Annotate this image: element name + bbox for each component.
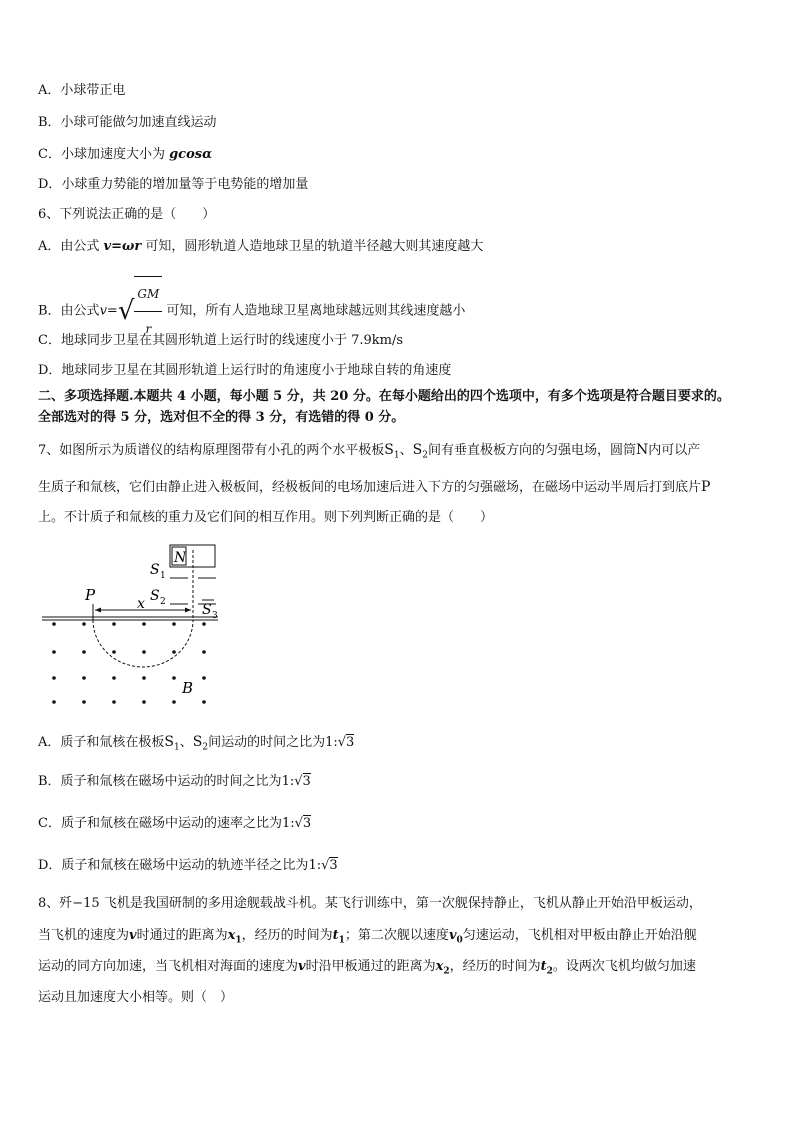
q6-option-b: B．由公式v=√ $\frac{GM}{r}$ 可知，所有人造地球卫星离地球越远则其线速度越小 <box>38 276 764 346</box>
section2-line2: 全部选对的得 5 分，选对但不全的得 3 分，有选错的得 0 分。 <box>38 410 405 425</box>
svg-text:3: 3 <box>212 611 218 621</box>
svg-text:2: 2 <box>160 597 166 607</box>
q6-option-a: A．由公式 v=ωr 可知，圆形轨道人造地球卫星的轨道半径越大则其速度越大 <box>38 239 484 254</box>
label-n: N <box>174 550 187 566</box>
q8-stem-line4: 运动且加速度大小相等。则（ ） <box>38 990 234 1005</box>
q8-stem-line2: 当飞机的速度为v时通过的距离为$x_1$，经历的时间为$t_1$；第二次舰以速度$v_0$匀速运动，飞机相对甲板由静止开始沿舰 <box>38 928 697 946</box>
q7-option-a: A．质子和氚核在极板$S_1$、$S_2$间运动的时间之比为1:√3 <box>38 734 355 753</box>
label-x: x <box>137 596 145 612</box>
q6-option-c: C．地球同步卫星在其圆形轨道上运行时的线速度小于 7.9km/s <box>38 333 404 348</box>
q6-option-d: D．地球同步卫星在其圆形轨道上运行时的角速度小于地球自转的角速度 <box>38 363 452 378</box>
mass-spectrometer-figure <box>36 540 236 710</box>
q7-option-c: C．质子和氚核在磁场中运动的速率之比为1:√3 <box>38 816 312 831</box>
section2-line1: 二、多项选择题.本题共 4 小题，每小题 5 分，共 20 分。在每小题给出的四个选项中，有多个选项是符合题目要求的。 <box>38 389 730 404</box>
q8-stem-line3: 运动的同方向加速，当飞机相对海面的速度为v时沿甲板通过的距离为$x_2$，经历的时间为$t_2$。设两次飞机均做匀加速 <box>38 959 696 977</box>
q7-stem-line1: 7、如图所示为质谱仪的结构原理图带有小孔的两个水平极板$S_1$、$S_2$间有垂直极板方向的匀强电场，圆筒N内可以产 <box>38 442 701 461</box>
q5-option-d: D．小球重力势能的增加量等于电势能的增加量 <box>38 177 309 192</box>
q7-stem-line2: 生质子和氚核，它们由静止进入极板间，经极板间的电场加速后进入下方的匀强磁场，在磁场中运动半周后打到底片P <box>38 479 711 495</box>
q5-option-a: A．小球带正电 <box>38 83 126 98</box>
label-s1: S <box>150 562 160 578</box>
q6-stem: 6、下列说法正确的是（ ） <box>38 207 216 222</box>
q7-option-b: B．质子和氚核在磁场中运动的时间之比为1:√3 <box>38 774 311 789</box>
q5-option-b: B．小球可能做匀加速直线运动 <box>38 115 217 130</box>
label-p: P <box>85 586 96 604</box>
label-s2: S <box>150 588 160 604</box>
q7-option-d: D．质子和氚核在磁场中运动的轨迹半径之比为1:√3 <box>38 858 338 873</box>
label-s3: S <box>202 602 212 618</box>
q5-option-c: C．小球加速度大小为 gcosα <box>38 147 213 162</box>
q7-stem-line3: 上。不计质子和氚核的重力及它们间的相互作用。则下列判断正确的是（ ） <box>38 510 494 525</box>
sqrt-gm-over-r: √ $\frac{GM}{r}$ <box>118 276 162 346</box>
svg-text:1: 1 <box>160 571 166 581</box>
label-b: B <box>182 679 194 697</box>
q8-stem-line1: 8、歼−15 飞机是我国研制的多用途舰载战斗机。某飞行训练中，第一次舰保持静止，飞机从静止开始沿甲板运动， <box>38 896 702 911</box>
